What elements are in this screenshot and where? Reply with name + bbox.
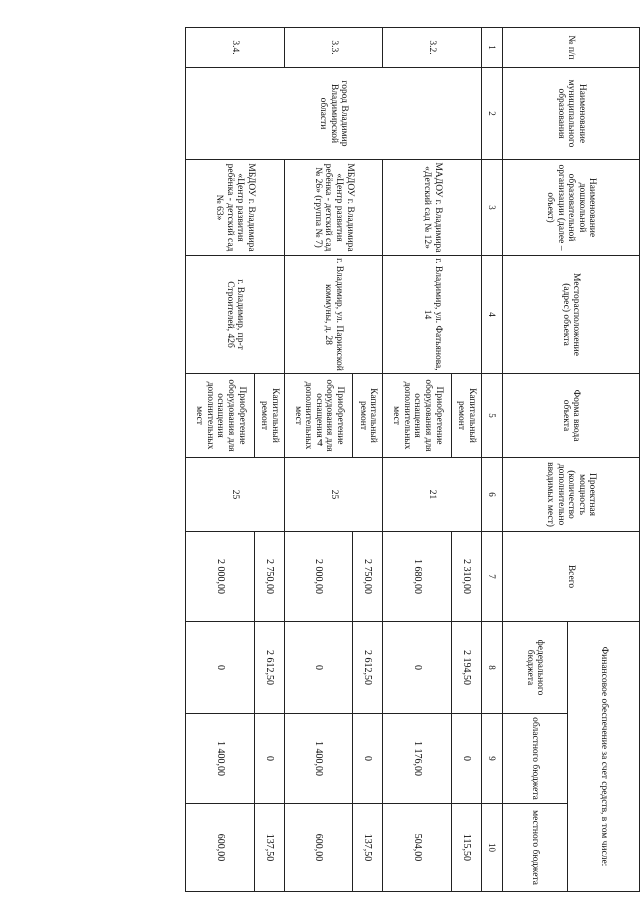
organization-cell: МБДОУ г. Владимира «Центр развития ребёнка - детский сад № 63» <box>186 160 285 256</box>
organization-cell: МБДОУ г. Владимира «Центр развития ребёнка - детский сад № 26» (группа № 7) <box>284 160 383 256</box>
column-number: 7 <box>481 532 502 622</box>
header-num: № п/п <box>502 28 639 68</box>
table-row <box>452 28 482 892</box>
local-cell: 600,00 <box>186 804 255 892</box>
header-regional: областного бюджета <box>502 714 567 804</box>
capacity-cell: 25 <box>186 458 285 532</box>
total-cell: 2 750,00 <box>254 532 284 622</box>
regional-cell: 0 <box>452 714 482 804</box>
regional-cell: 1 176,00 <box>383 714 452 804</box>
row-number: 3.3. <box>284 28 383 68</box>
column-number: 4 <box>481 256 502 374</box>
federal-cell: 0 <box>284 622 353 714</box>
address-cell: г. Владимир, ул. Парижской коммуны, д. 28 <box>284 256 383 374</box>
total-cell: 2 000,00 <box>186 532 255 622</box>
column-number: 9 <box>481 714 502 804</box>
column-number: 6 <box>481 458 502 532</box>
capacity-cell: 25 <box>284 458 383 532</box>
total-cell: 2 310,00 <box>452 532 482 622</box>
municipality-cell: город Владимир Владимирской области <box>186 68 482 160</box>
column-number: 8 <box>481 622 502 714</box>
row-number: 3.2. <box>383 28 482 68</box>
form-cell: Приобретение оборудования для оснащения дополнительных мест <box>186 374 255 458</box>
total-cell: 1 680,00 <box>383 532 452 622</box>
header-local: местного бюджета <box>502 804 567 892</box>
organization-cell: МАДОУ г. Владимира «Детский сад № 12» <box>383 160 482 256</box>
header-address: Месторасположение (адрес) объекта <box>502 256 639 374</box>
federal-cell: 0 <box>383 622 452 714</box>
federal-cell: 2 612,50 <box>353 622 383 714</box>
header-financing: Финансовое обеспечение за счет средств, в том числе: <box>567 622 639 892</box>
capacity-cell: 21 <box>383 458 482 532</box>
column-number: 1 <box>481 28 502 68</box>
financing-table <box>185 27 640 892</box>
header-capacity: Проектная мощность (количество дополнительно вводимых мест) <box>502 458 639 532</box>
local-cell: 137,50 <box>353 804 383 892</box>
federal-cell: 2 194,50 <box>452 622 482 714</box>
form-cell: Приобретение оборудования для оснащения дополнительных мест <box>383 374 452 458</box>
local-cell: 600,00 <box>284 804 353 892</box>
federal-cell: 0 <box>186 622 255 714</box>
page-number: 4 <box>317 437 323 449</box>
form-cell: Капитальный ремонт <box>254 374 284 458</box>
local-cell: 137,50 <box>254 804 284 892</box>
form-cell: Капитальный ремонт <box>452 374 482 458</box>
column-number: 10 <box>481 804 502 892</box>
column-number: 5 <box>481 374 502 458</box>
regional-cell: 1 400,00 <box>186 714 255 804</box>
total-cell: 2 750,00 <box>353 532 383 622</box>
regional-cell: 0 <box>254 714 284 804</box>
total-cell: 2 000,00 <box>284 532 353 622</box>
header-form: Форма ввода объекта <box>502 374 639 458</box>
header-municipality: Наименование муниципального образования <box>502 68 639 160</box>
header-organization: Наименование дошкольной образовательной организации (далее – объект) <box>502 160 639 256</box>
local-cell: 115,50 <box>452 804 482 892</box>
federal-cell: 2 612,50 <box>254 622 284 714</box>
address-cell: г. Владимир, пр-т Строителей, 42б <box>186 256 285 374</box>
form-cell: Капитальный ремонт <box>353 374 383 458</box>
column-number: 2 <box>481 68 502 160</box>
row-number: 3.4. <box>186 28 285 68</box>
table-body <box>186 28 482 892</box>
header-total: Всего <box>502 532 639 622</box>
regional-cell: 1 400,00 <box>284 714 353 804</box>
form-cell: Приобретение оборудования для оснащения дополнительных мест <box>284 374 353 458</box>
regional-cell: 0 <box>353 714 383 804</box>
local-cell: 504,00 <box>383 804 452 892</box>
table-header <box>481 28 639 892</box>
address-cell: г. Владимир, ул. Фатьянова, 14 <box>383 256 482 374</box>
column-number: 3 <box>481 160 502 256</box>
header-federal: федерального бюджета <box>502 622 567 714</box>
